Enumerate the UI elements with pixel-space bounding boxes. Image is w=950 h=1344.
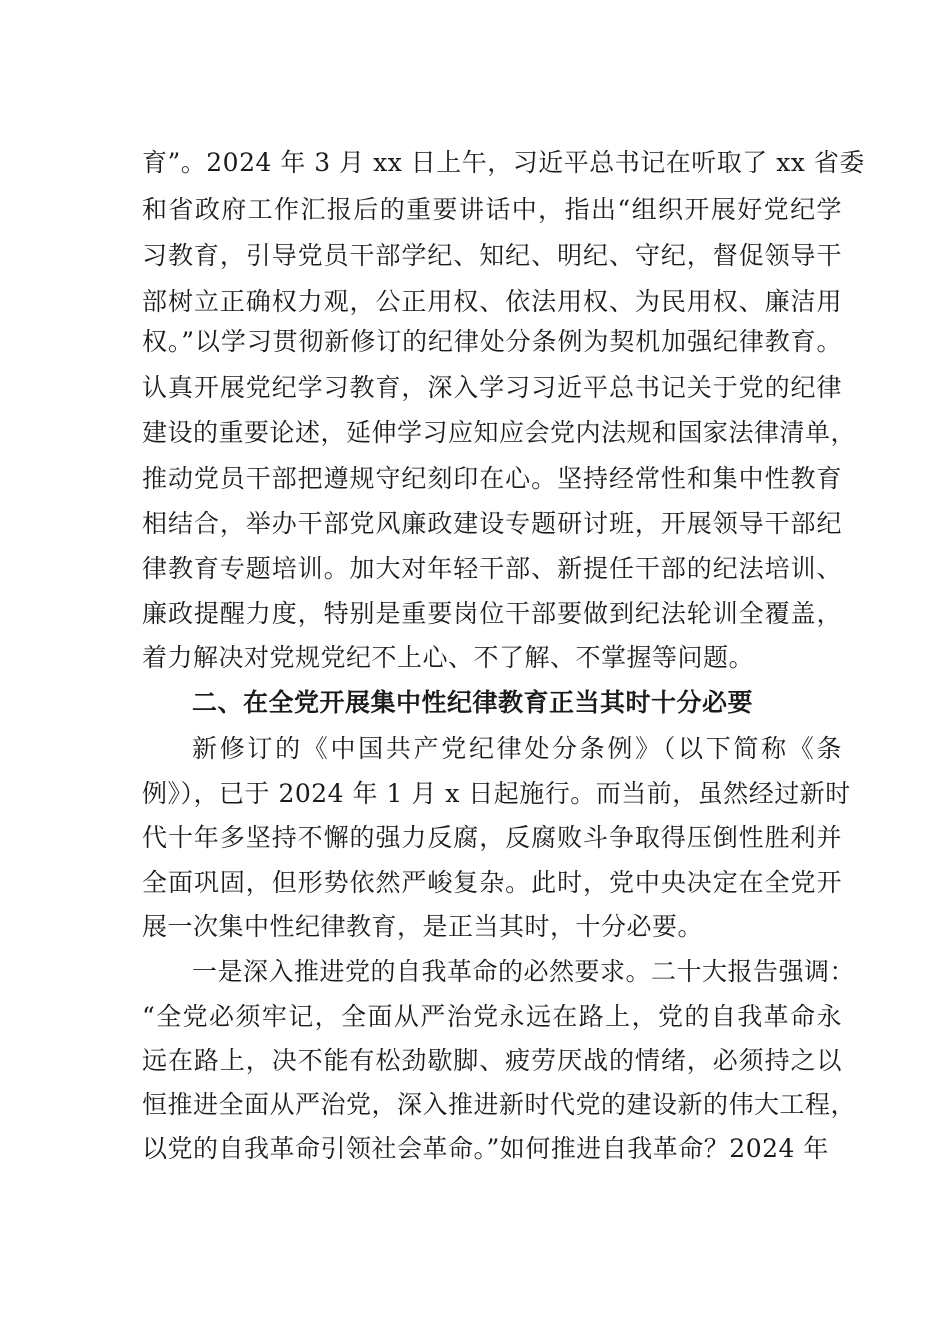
section-heading: 二、在全党开展集中性纪律教育正当其时十分必要 <box>192 688 754 717</box>
text-line: 新修订的《中国共产党纪律处分条例》（以下简称《条 <box>192 734 842 763</box>
text-line: 一是深入推进党的自我革命的必然要求。二十大报告强调： <box>192 957 856 986</box>
text-line: “全党必须牢记，全面从严治党永远在路上，党的自我革命永 <box>142 1002 842 1031</box>
text-line: 廉政提醒力度，特别是重要岗位干部要做到纪法轮训全覆盖， <box>142 599 842 628</box>
text-line: 育”。2024 年 3 月 xx 日上午，习近平总书记在听取了 xx 省委 <box>142 148 865 177</box>
text-line: 代十年多坚持不懈的强力反腐，反腐败斗争取得压倒性胜利并 <box>142 823 842 852</box>
text-line: 着力解决对党规党纪不上心、不了解、不掌握等问题。 <box>142 643 755 672</box>
text-line: 习教育，引导党员干部学纪、知纪、明纪、守纪，督促领导干 <box>142 241 842 270</box>
text-line: 全面巩固，但形势依然严峻复杂。此时，党中央决定在全党开 <box>142 868 842 897</box>
text-line: 恒推进全面从严治党，深入推进新时代党的建设新的伟大工程， <box>142 1090 857 1119</box>
text-line: 推动党员干部把遵规守纪刻印在心。坚持经常性和集中性教育 <box>142 464 842 493</box>
text-line: 建设的重要论述，延伸学习应知应会党内法规和国家法律清单， <box>142 418 857 447</box>
text-line: 认真开展党纪学习教育，深入学习习近平总书记关于党的纪律 <box>142 373 842 402</box>
text-line: 部树立正确权力观，公正用权、依法用权、为民用权、廉洁用 <box>142 287 842 316</box>
text-line: 以党的自我革命引领社会革命。”如何推进自我革命？2024 年 <box>142 1134 829 1163</box>
text-line: 远在路上，决不能有松劲歇脚、疲劳厌战的情绪，必须持之以 <box>142 1046 842 1075</box>
text-line: 相结合，举办干部党风廉政建设专题研讨班，开展领导干部纪 <box>142 509 842 538</box>
text-line: 例》），已于 2024 年 1 月 x 日起施行。而当前，虽然经过新时 <box>142 779 851 808</box>
text-line: 和省政府工作汇报后的重要讲话中，指出“组织开展好党纪学 <box>142 195 842 224</box>
text-line: 律教育专题培训。加大对年轻干部、新提任干部的纪法培训、 <box>142 554 842 583</box>
text-line: 权。”以学习贯彻新修订的纪律处分条例为契机加强纪律教育。 <box>142 327 842 356</box>
text-line: 展一次集中性纪律教育，是正当其时，十分必要。 <box>142 912 704 941</box>
